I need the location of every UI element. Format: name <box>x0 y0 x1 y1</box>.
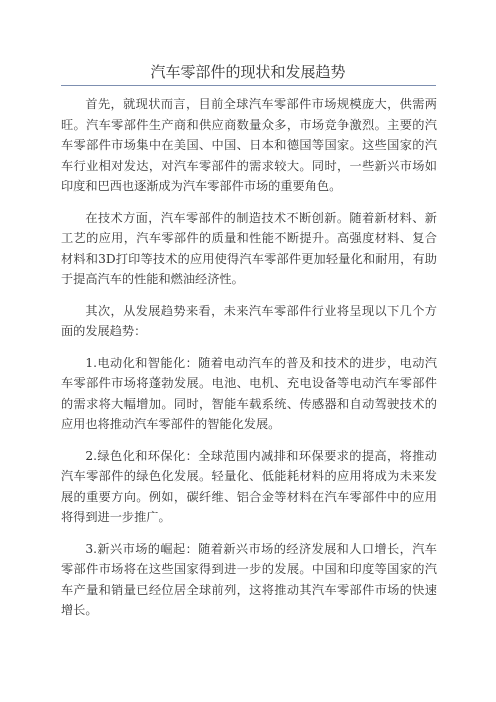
document-title: 汽车零部件的现状和发展趋势 <box>150 63 346 81</box>
paragraph-trend-green: 2.绿色化和环保化：全球范围内减排和环保要求的提高，将推动汽车零部件的绿色化发展。轻量化、低能耗材料的应用将成为未来发展的重要方向。例如，碳纤维、铝合金等材料在汽车零部件中的应用将得到进一步推广。 <box>61 448 437 524</box>
paragraph-trend-emerging-markets: 3.新兴市场的崛起：随着新兴市场的经济发展和人口增长，汽车零部件市场将在这些国家得到进一步的发展。中国和印度等国家的汽车产量和销量已经位居全球前列，这将推动其汽车零部件市场的快速增长。 <box>61 541 437 617</box>
paragraph-current-status: 首先，就现状而言，目前全球汽车零部件市场规模庞大，供需两旺。汽车零部件生产商和供应商数量众多，市场竞争激烈。主要的汽车零部件市场集中在美国、中国、日本和德国等国家。这些国家的汽车行业相对发达，对汽车零部件的需求较大。同时，一些新兴市场如印度和巴西也逐渐成为汽车零部件市场的重要角色。 <box>61 97 437 193</box>
paragraph-trend-electrification: 1.电动化和智能化：随着电动汽车的普及和技术的进步，电动汽车零部件市场将蓬勃发展。电池、电机、充电设备等电动汽车零部件的需求将大幅增加。同时，智能车载系统、传感器和自动驾驶技术的应用也将推动汽车零部件的智能化发展。 <box>61 355 437 431</box>
title-divider <box>61 85 436 86</box>
paragraph-technology: 在技术方面，汽车零部件的制造技术不断创新。随着新材料、新工艺的应用，汽车零部件的质量和性能不断提升。高强度材料、复合材料和3D打印等技术的应用使得汽车零部件更加轻量化和耐用，有助于提高汽车的性能和燃油经济性。 <box>61 210 437 286</box>
paragraph-trends-intro: 其次，从发展趋势来看，未来汽车零部件行业将呈现以下几个方面的发展趋势： <box>61 303 437 338</box>
document-body <box>61 94 437 632</box>
